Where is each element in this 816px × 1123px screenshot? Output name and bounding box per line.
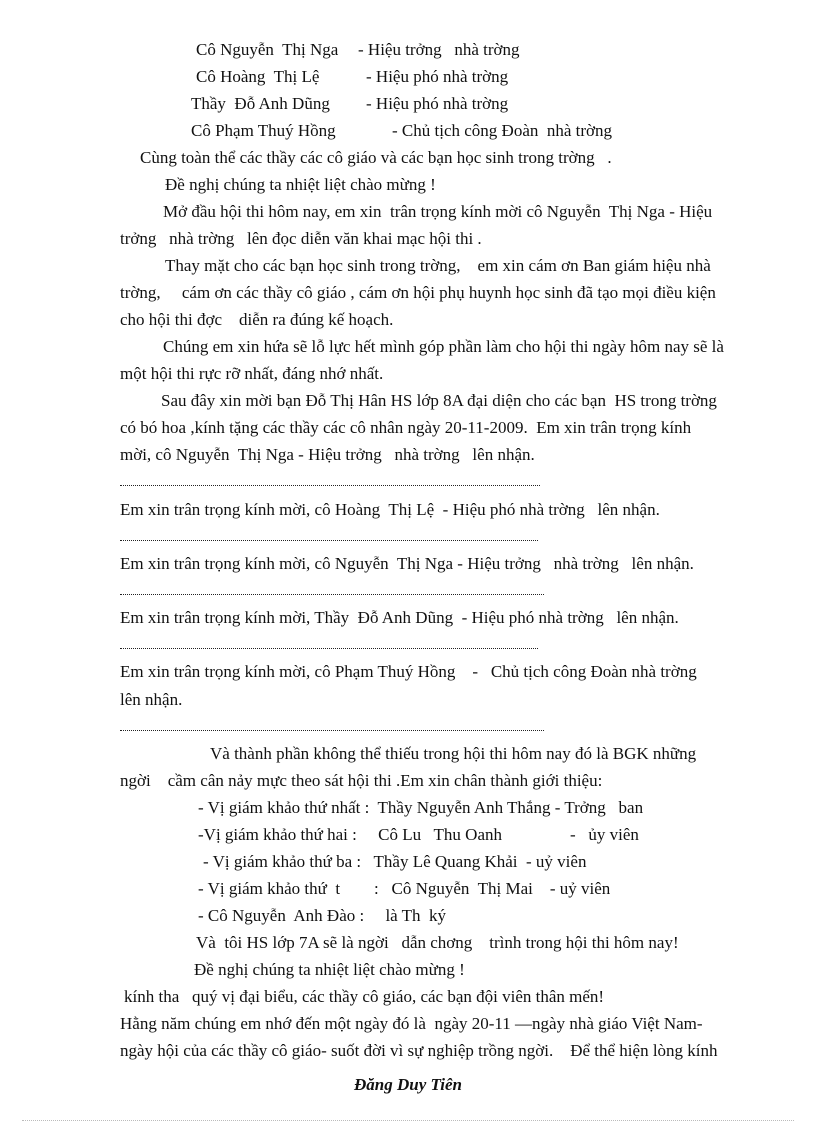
official-role-2: - Hiệu phó nhà trờng: [366, 67, 509, 86]
closing-line: ngày hội của các thầy cô giáo- suốt đời vì sự nghiệp trồng ngời. Để thể hiện lòng kính: [120, 1041, 718, 1060]
jury-member: - Vị giám khảo thứ t : Cô Nguyễn Thị Mai - uỷ viên: [198, 879, 611, 898]
intro-line: Đề nghị chúng ta nhiệt liệt chào mừng !: [165, 175, 436, 194]
intro-line: Cùng toàn thể các thầy các cô giáo và các bạn học sinh trong trờng .: [140, 148, 612, 167]
jury-member: - Vị giám khảo thứ ba : Thầy Lê Quang Khải - uỷ viên: [203, 852, 587, 871]
page-bottom-rule: [22, 1120, 794, 1121]
closing-line: Và tôi HS lớp 7A sẽ là ngời dẫn chơng trình trong hội thi hôm nay!: [196, 933, 679, 952]
dotted-separator: [120, 594, 544, 595]
dotted-separator: [120, 730, 544, 731]
page-footer: Đăng Duy Tiên: [354, 1075, 462, 1094]
intro-line: Sau đây xin mời bạn Đỗ Thị Hân HS lớp 8A đại diện cho các bạn HS trong trờng: [161, 391, 717, 410]
intro-line: Mở đầu hội thi hôm nay, em xin trân trọng kính mời cô Nguyễn Thị Nga - Hiệu: [163, 202, 713, 221]
official-name-1: Cô Nguyễn Thị Nga: [196, 40, 339, 59]
intro-line: một hội thi rực rỡ nhất, đáng nhớ nhất.: [120, 364, 384, 383]
official-role-3: - Hiệu phó nhà trờng: [366, 94, 509, 113]
intro-line: trờng, cám ơn các thầy cô giáo , cám ơn hội phụ huynh học sinh đã tạo mọi điều kiện: [120, 283, 716, 302]
closing-line: Đề nghị chúng ta nhiệt liệt chào mừng !: [194, 960, 465, 979]
invitation-line: Em xin trân trọng kính mời, cô Hoàng Thị Lệ - Hiệu phó nhà trờng lên nhận.: [120, 500, 660, 519]
intro-line: cho hội thi đợc diễn ra đúng kế hoạch.: [120, 310, 394, 329]
jury-intro-line: Và thành phần không thể thiếu trong hội thi hôm nay đó là BGK những: [210, 744, 697, 763]
invitation-line: lên nhận.: [120, 690, 183, 709]
intro-line: trởng nhà trờng lên đọc diễn văn khai mạc hội thi .: [120, 229, 482, 248]
invitation-line: Em xin trân trọng kính mời, Thầy Đỗ Anh Dũng - Hiệu phó nhà trờng lên nhận.: [120, 608, 679, 627]
closing-line: Hằng năm chúng em nhớ đến một ngày đó là ngày 20-11 —ngày nhà giáo Việt Nam-: [120, 1014, 703, 1033]
intro-line: Chúng em xin hứa sẽ lỗ lực hết mình góp phần làm cho hội thi ngày hôm nay sẽ là: [163, 337, 724, 356]
official-name-3: Thầy Đỗ Anh Dũng: [191, 94, 330, 113]
invitation-line: Em xin trân trọng kính mời, cô Nguyễn Thị Nga - Hiệu trởng nhà trờng lên nhận.: [120, 554, 694, 573]
closing-line: kính tha quý vị đại biểu, các thầy cô giáo, các bạn đội viên thân mến!: [124, 987, 605, 1006]
jury-member: - Vị giám khảo thứ nhất : Thầy Nguyễn Anh Thắng - Trởng ban: [198, 798, 644, 817]
intro-line: có bó hoa ,kính tặng các thầy các cô nhân ngày 20-11-2009. Em xin trân trọng kính: [120, 418, 692, 437]
official-name-4: Cô Phạm Thuý Hồng: [191, 121, 336, 140]
jury-intro-line: ngời cầm cân nảy mực theo sát hội thi .Em xin chân thành giới thiệu:: [120, 771, 603, 790]
jury-member: -Vị giám khảo thứ hai : Cô Lu Thu Oanh - ủy viên: [198, 825, 639, 844]
jury-member: - Cô Nguyễn Anh Đào : là Th ký: [198, 906, 447, 925]
intro-line: Thay mặt cho các bạn học sinh trong trờng, em xin cám ơn Ban giám hiệu nhà: [165, 256, 711, 275]
invitation-line: Em xin trân trọng kính mời, cô Phạm Thuý Hồng - Chủ tịch công Đoàn nhà trờng: [120, 662, 697, 681]
dotted-separator: [120, 540, 538, 541]
official-role-1: - Hiệu trởng nhà trờng: [358, 40, 520, 59]
dotted-separator: [120, 485, 540, 486]
official-name-2: Cô Hoàng Thị Lệ: [196, 67, 320, 86]
intro-line: mời, cô Nguyễn Thị Nga - Hiệu trởng nhà trờng lên nhận.: [120, 445, 535, 464]
dotted-separator: [120, 648, 538, 649]
official-role-4: - Chủ tịch công Đoàn nhà trờng: [392, 121, 613, 140]
